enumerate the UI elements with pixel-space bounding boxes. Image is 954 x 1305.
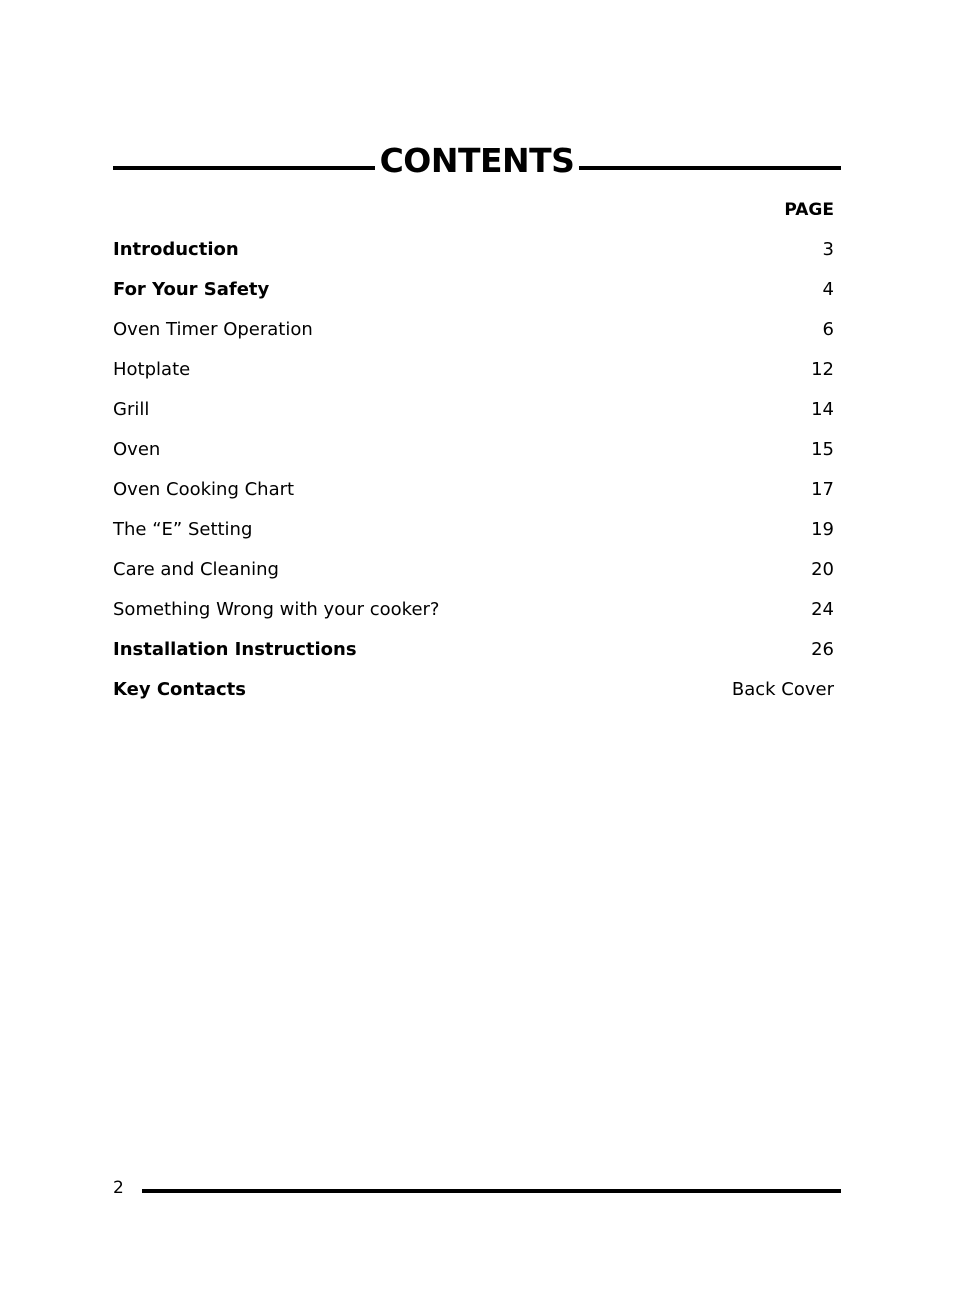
toc-label: The “E” Setting [113, 519, 253, 540]
toc-page: 14 [811, 399, 834, 420]
toc-row[interactable] [113, 598, 834, 638]
toc-page: 26 [811, 639, 834, 660]
toc-label: Installation Instructions [113, 639, 357, 660]
page-title: CONTENTS [379, 141, 575, 180]
toc-row[interactable] [113, 278, 834, 318]
toc-label: Oven Cooking Chart [113, 479, 295, 500]
toc-label: Grill [113, 399, 150, 420]
toc-row[interactable] [113, 358, 834, 398]
toc-row[interactable] [113, 398, 834, 438]
toc-row[interactable] [113, 638, 834, 678]
toc-label: Oven Timer Operation [113, 319, 313, 340]
toc-row[interactable] [113, 558, 834, 598]
toc-label: Introduction [113, 239, 239, 260]
toc-page: 19 [811, 519, 834, 540]
toc-label: Key Contacts [113, 679, 246, 700]
toc-row[interactable] [113, 678, 834, 718]
toc-page: 4 [822, 279, 834, 300]
page-column-header: PAGE [784, 200, 834, 220]
toc-page: 12 [811, 359, 834, 380]
toc-label: For Your Safety [113, 279, 270, 300]
toc-page: 15 [811, 439, 834, 460]
toc-page: 20 [811, 559, 834, 580]
toc-row[interactable] [113, 518, 834, 558]
toc-row[interactable] [113, 318, 834, 358]
toc-page: 24 [811, 599, 834, 620]
toc-label: Something Wrong with your cooker? [113, 599, 440, 620]
toc-label: Oven [113, 439, 161, 460]
toc-row[interactable] [113, 238, 834, 278]
toc-page: 17 [811, 479, 834, 500]
toc-row[interactable] [113, 438, 834, 478]
table-of-contents [113, 238, 834, 718]
title-rule-left [113, 166, 375, 170]
title-row [113, 138, 841, 188]
title-rule-right [579, 166, 841, 170]
toc-page: Back Cover [731, 679, 834, 700]
toc-page: 6 [822, 319, 834, 340]
toc-label: Care and Cleaning [113, 559, 279, 580]
toc-page: 3 [822, 239, 834, 260]
page-number: 2 [113, 1178, 124, 1198]
footer-rule [142, 1189, 841, 1193]
toc-row[interactable] [113, 478, 834, 518]
toc-label: Hotplate [113, 359, 191, 380]
